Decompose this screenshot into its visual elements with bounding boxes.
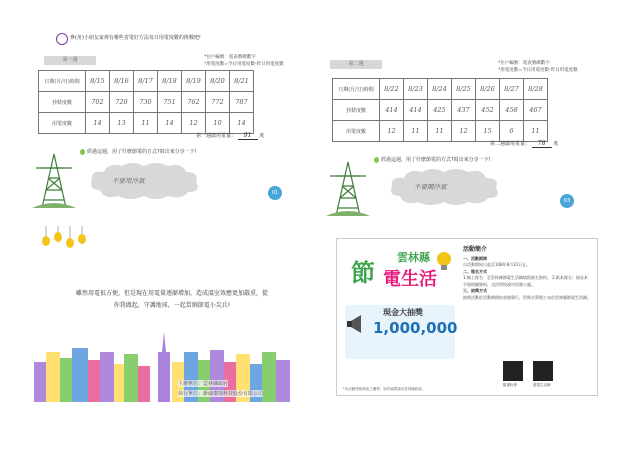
table-row bbox=[333, 100, 548, 121]
power-tower-icon bbox=[326, 158, 370, 218]
row-label: 抄錶度數 bbox=[333, 100, 380, 121]
event-poster bbox=[343, 245, 458, 391]
footnote: *本活動保留修改之權利，如有疑問請洽雲林縣政府。 bbox=[343, 387, 426, 391]
hanging-bulbs-icon bbox=[36, 226, 96, 256]
table-date: 8/28 bbox=[524, 79, 548, 100]
table-row bbox=[39, 92, 254, 113]
table-cell: 12 bbox=[182, 113, 206, 134]
table-cell: 11 bbox=[404, 121, 428, 142]
page-number-badge: 03 bbox=[560, 194, 574, 208]
total-value: 78 bbox=[532, 140, 552, 148]
table-cell: 762 bbox=[182, 92, 206, 113]
table-cell: 452 bbox=[476, 100, 500, 121]
megaphone-icon bbox=[347, 311, 373, 337]
table-cell: 14 bbox=[158, 113, 182, 134]
table-date: 8/24 bbox=[428, 79, 452, 100]
cloud-answer-bubble bbox=[86, 160, 204, 200]
table-date: 8/16 bbox=[110, 71, 134, 92]
total-value: 91 bbox=[238, 132, 258, 140]
table-cell: 772 bbox=[206, 92, 230, 113]
table-row bbox=[333, 79, 548, 100]
message-line-2: 你我做起，守護地球，一起當個節電小尖兵! bbox=[113, 302, 231, 309]
section-body: 自活動開始日起至108年8月31日止。 bbox=[463, 262, 531, 267]
table-header-label: 日期(月/日)時間 bbox=[39, 71, 86, 92]
table-header-label: 日期(月/日)時間 bbox=[333, 79, 380, 100]
table-cell: 6 bbox=[500, 121, 524, 142]
poster-title-2: 電生活 bbox=[383, 269, 437, 290]
handwritten-answer: 不要開冷氣 bbox=[414, 183, 447, 191]
table-cell: 467 bbox=[524, 100, 548, 121]
challenge-text: 經過這週，用了什麼節電的方式?寫出來分享一下! bbox=[381, 157, 491, 163]
table-row bbox=[333, 121, 548, 142]
challenge-text: 經過這週，用了什麼節電的方式?寫出來分享一下! bbox=[87, 149, 197, 155]
table-date: 8/18 bbox=[158, 71, 182, 92]
week-tab: 第一週 bbox=[44, 56, 96, 65]
table-date: 8/22 bbox=[380, 79, 404, 100]
table-cell: 458 bbox=[500, 100, 524, 121]
table-cell: 702 bbox=[86, 92, 110, 113]
qr-label-website: 節電生活網 bbox=[533, 383, 551, 387]
table-row bbox=[39, 113, 254, 134]
section-heading: 三、抽獎方式 bbox=[463, 288, 487, 293]
table-cell: 720 bbox=[110, 92, 134, 113]
table-date: 8/26 bbox=[476, 79, 500, 100]
event-intro bbox=[463, 247, 591, 301]
table-cell: 14 bbox=[86, 113, 110, 134]
weekly-total bbox=[196, 132, 264, 140]
qr-label-facebook: 臉書粉專 bbox=[503, 383, 517, 387]
qr-code-icon[interactable] bbox=[503, 361, 523, 381]
section-body: 1.線上報名：至雲林縣節電生活網填寫報名資料。 2.紙本報名：填妥本手冊相關資料，交回學校或村里辦公處。 bbox=[463, 275, 588, 287]
power-tower-icon bbox=[32, 150, 76, 210]
event-info-page bbox=[336, 238, 598, 396]
table-cell: 14 bbox=[230, 113, 254, 134]
table-cell: 15 bbox=[476, 121, 500, 142]
week1-record-sheet bbox=[28, 28, 304, 224]
qr-code-icon[interactable] bbox=[533, 361, 553, 381]
row-label: 用電度數 bbox=[39, 113, 86, 134]
table-cell: 13 bbox=[110, 113, 134, 134]
circle-icon bbox=[56, 33, 68, 45]
row-label: 用電度數 bbox=[333, 121, 380, 142]
bulb-icon bbox=[374, 157, 379, 163]
table-cell: 11 bbox=[134, 113, 158, 134]
meta-note-2: *用電度數=今日用電度數-昨日用電度數 bbox=[204, 62, 284, 67]
page-question: 參(卅)小朋友家裡有哪些省電好方法每日用電度數的挑戰吧! bbox=[70, 35, 201, 41]
electricity-record-table bbox=[332, 78, 548, 142]
poster-county: 雲林縣 bbox=[397, 251, 430, 264]
intro-title: 活動簡介 bbox=[463, 246, 488, 253]
table-date: 8/20 bbox=[206, 71, 230, 92]
challenge-prompt bbox=[80, 148, 197, 155]
table-cell: 414 bbox=[404, 100, 428, 121]
row-label: 抄錶度數 bbox=[39, 92, 86, 113]
handwritten-answer: 不要用冷氣 bbox=[112, 177, 145, 185]
table-date: 8/23 bbox=[404, 79, 428, 100]
prize-label: 現金大抽獎 bbox=[383, 308, 423, 317]
section-body: 抽獎活動於活動期間結束後舉行，得獎名單將公布於雲林縣節電生活網。 bbox=[463, 294, 591, 300]
poster-title-1: 節 bbox=[351, 259, 375, 287]
challenge-prompt bbox=[374, 156, 491, 163]
section-heading: 二、報名方式 bbox=[463, 268, 487, 274]
table-date: 8/27 bbox=[500, 79, 524, 100]
back-cover-message bbox=[28, 226, 304, 402]
message-line-1: 雖然用電很方便，但是現在用電量逐漸增加，造成溫室效應更加嚴重，從 bbox=[75, 290, 268, 297]
table-cell: 437 bbox=[452, 100, 476, 121]
table-cell: 12 bbox=[452, 121, 476, 142]
table-date: 8/19 bbox=[182, 71, 206, 92]
lightbulb-icon bbox=[435, 251, 453, 273]
bulb-icon bbox=[80, 149, 85, 155]
table-cell: 10 bbox=[206, 113, 230, 134]
total-unit: 度 bbox=[553, 141, 559, 147]
table-date: 8/25 bbox=[452, 79, 476, 100]
page-number-badge: 01 bbox=[268, 186, 282, 200]
table-cell: 414 bbox=[380, 100, 404, 121]
table-date: 8/17 bbox=[134, 71, 158, 92]
total-unit: 度 bbox=[259, 133, 265, 139]
table-cell: 751 bbox=[158, 92, 182, 113]
organizer-credit: 主辦單位：雲林縣政府 bbox=[178, 381, 229, 387]
total-label: 第二週總用電量： bbox=[490, 141, 531, 147]
prize-amount: 1,000,000 bbox=[373, 319, 458, 337]
table-row bbox=[39, 71, 254, 92]
electricity-record-table bbox=[38, 70, 254, 134]
table-date: 8/15 bbox=[86, 71, 110, 92]
weekly-total bbox=[490, 140, 558, 148]
table-cell: 11 bbox=[428, 121, 452, 142]
executor-credit: 執行單位：新威環境科技股份有限公司 bbox=[178, 391, 264, 397]
meta-note-2: *用電度數=今日用電度數-昨日用電度數 bbox=[498, 68, 578, 73]
table-cell: 425 bbox=[428, 100, 452, 121]
table-cell: 12 bbox=[380, 121, 404, 142]
total-label: 第一週總用電量： bbox=[196, 133, 237, 139]
meta-note-1: *住戶編號：電表號碼數字 bbox=[204, 55, 256, 60]
section-heading: 一、活動期間 bbox=[463, 255, 487, 261]
meta-note-1: *住戶編號：電表號碼數字 bbox=[498, 61, 550, 66]
table-cell: 730 bbox=[134, 92, 158, 113]
week-tab: 第二週 bbox=[330, 60, 382, 69]
table-cell: 11 bbox=[524, 121, 548, 142]
table-date: 8/21 bbox=[230, 71, 254, 92]
week2-record-sheet bbox=[322, 54, 598, 224]
table-cell: 787 bbox=[230, 92, 254, 113]
